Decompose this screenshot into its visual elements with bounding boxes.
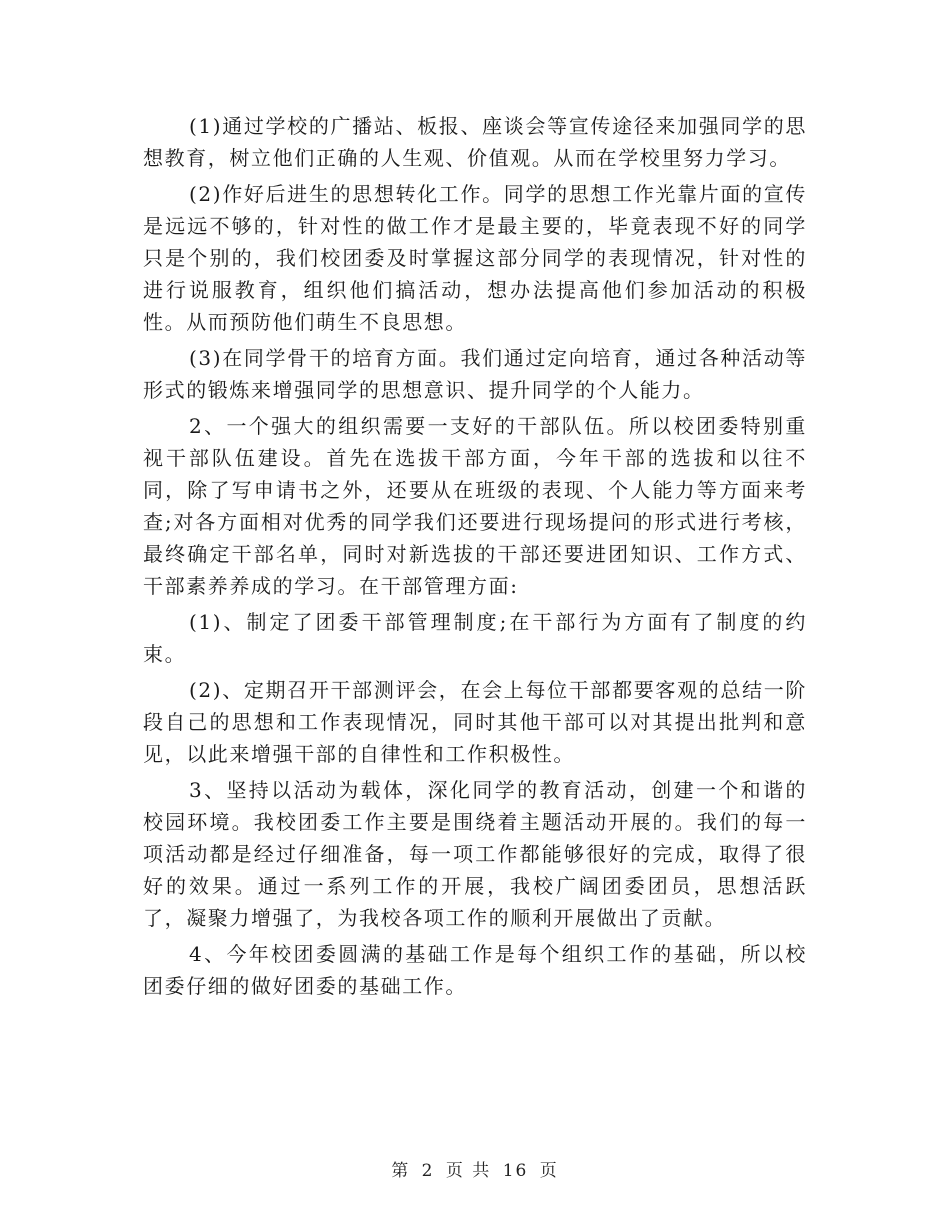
paragraph-8: 4、今年校团委圆满的基础工作是每个组织工作的基础，所以校团委仔细的做好团委的基础工作。 xyxy=(143,942,807,998)
footer-current-page: 2 xyxy=(421,1161,435,1181)
paragraph-1: (1)通过学校的广播站、板报、座谈会等宣传途径来加强同学的思想教育，树立他们正确的人生观、价值观。从而在学校里努力学习。 xyxy=(143,114,807,170)
footer-suffix: 页 xyxy=(539,1161,559,1181)
paragraph-4: 2、一个强大的组织需要一支好的干部队伍。所以校团委特别重视干部队伍建设。首先在选拔干部方面，今年干部的选拔和以往不同，除了写申请书之外，还要从在班级的表现、个人能力等方面来考查;对各方面相对优秀的同学我们还要进行现场提问的形式进行考核，最终确定干部名单，同时对新选拔的干部还要进团知识、工作方式、干部素养养成的学习。在干部管理方面: xyxy=(143,414,807,598)
paragraph-3: (3)在同学骨干的培育方面。我们通过定向培育，通过各种活动等形式的锻炼来增强同学的思想意识、提升同学的个人能力。 xyxy=(143,346,807,402)
paragraph-5: (1)、制定了团委干部管理制度;在干部行为方面有了制度的约束。 xyxy=(143,610,807,666)
page-footer xyxy=(0,1156,950,1181)
paragraph-7: 3、坚持以活动为载体，深化同学的教育活动，创建一个和谐的校园环境。我校团委工作主要是围绕着主题活动开展的。我们的每一项活动都是经过仔细准备，每一项工作都能够很好的完成，取得了很好的效果。通过一系列工作的开展，我校广阔团委团员，思想活跃了，凝聚力增强了，为我校各项工作的顺利开展做出了贡献。 xyxy=(143,778,807,930)
paragraph-6: (2)、定期召开干部测评会，在会上每位干部都要客观的总结一阶段自己的思想和工作表现情况，同时其他干部可以对其提出批判和意见，以此来增强干部的自律性和工作积极性。 xyxy=(143,678,807,766)
footer-prefix: 第 xyxy=(391,1161,411,1181)
footer-middle: 页 共 xyxy=(445,1161,492,1181)
document-body xyxy=(143,110,807,1006)
paragraph-2: (2)作好后进生的思想转化工作。同学的思想工作光靠片面的宣传是远远不够的，针对性的做工作才是最主要的，毕竟表现不好的同学只是个别的，我们校团委及时掌握这部分同学的表现情况，针对性的进行说服教育，组织他们搞活动，想办法提高他们参加活动的积极性。从而预防他们萌生不良思想。 xyxy=(143,182,807,334)
footer-total-pages: 16 xyxy=(502,1161,529,1181)
